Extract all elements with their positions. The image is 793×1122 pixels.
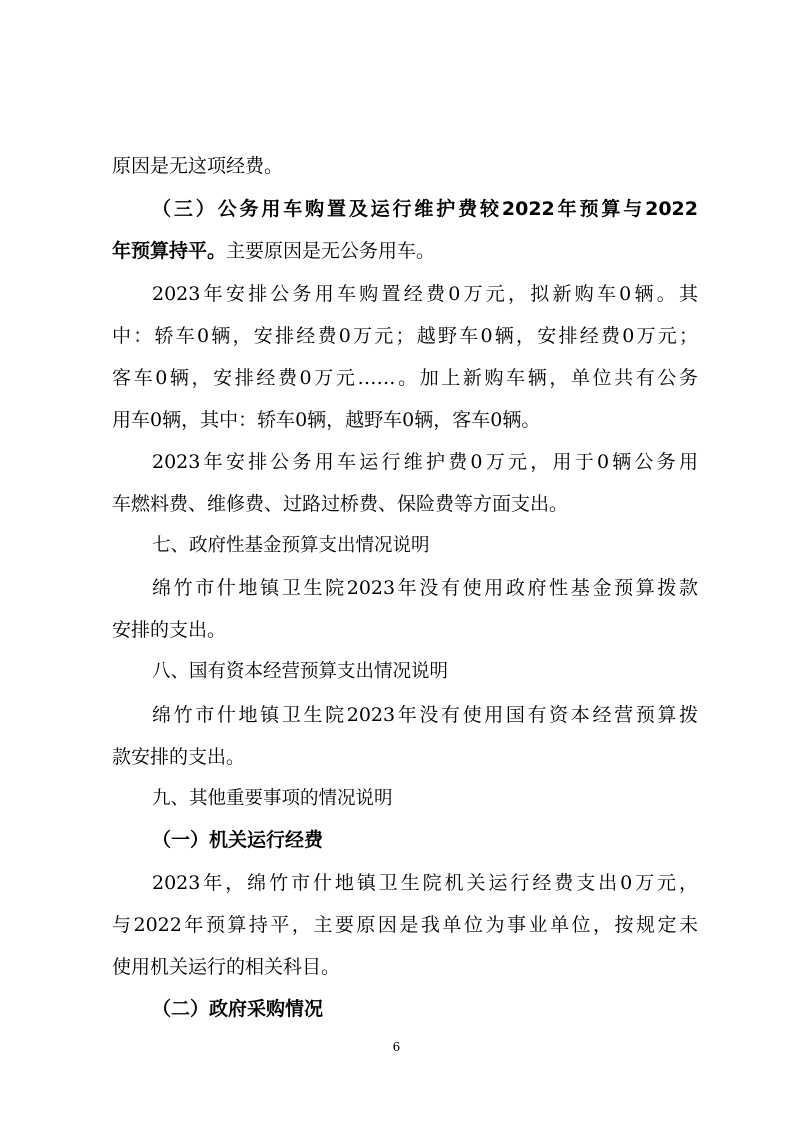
subsection-heading-line bbox=[152, 197, 698, 221]
section-heading bbox=[152, 534, 698, 558]
paragraph-line bbox=[112, 492, 698, 516]
body-text: 2023年安排公务用车购置经费0万元，拟新购车0辆。其 bbox=[152, 283, 698, 305]
heading-text: （三）公务用车购置及运行维护费较2022年预算与2022 bbox=[152, 198, 698, 220]
paragraph-line bbox=[152, 576, 698, 600]
body-text: 与2022年预算持平，主要原因是我单位为事业单位，按规定未 bbox=[112, 914, 698, 936]
section-heading bbox=[152, 787, 698, 811]
body-text: 中：轿车0辆，安排经费0万元；越野车0辆，安排经费0万元； bbox=[112, 325, 698, 347]
heading-text: 年预算持平。 bbox=[112, 240, 227, 262]
body-text: 客车0辆，安排经费0万元……。加上新购车辆，单位共有公务 bbox=[112, 367, 698, 389]
paragraph-line bbox=[152, 703, 698, 727]
paragraph-line bbox=[112, 913, 698, 937]
paragraph-line bbox=[152, 450, 698, 474]
page-number: 6 bbox=[392, 1040, 401, 1054]
paragraph-line bbox=[112, 618, 698, 642]
body-text: 款安排的支出。 bbox=[112, 746, 246, 768]
body-text: 安排的支出。 bbox=[112, 619, 227, 641]
body-text: 2023年，绵竹市什地镇卫生院机关运行经费支出0万元， bbox=[152, 872, 698, 894]
body-text: 车燃料费、维修费、过路过桥费、保险费等方面支出。 bbox=[112, 493, 569, 515]
paragraph-line bbox=[112, 745, 698, 769]
heading-text: 九、其他重要事项的情况说明 bbox=[152, 788, 393, 809]
heading-text: 八、国有资本经营预算支出情况说明 bbox=[152, 661, 449, 682]
paragraph-line bbox=[112, 366, 698, 390]
subsection-heading bbox=[152, 997, 698, 1021]
subsection-heading bbox=[152, 828, 698, 852]
heading-text: 七、政府性基金预算支出情况说明 bbox=[152, 535, 430, 556]
paragraph-line bbox=[112, 955, 698, 979]
body-text: 使用机关运行的相关科目。 bbox=[112, 956, 341, 978]
heading-text: （二）政府采购情况 bbox=[152, 998, 324, 1020]
body-text: 原因是无这项经费。 bbox=[112, 155, 284, 177]
body-text: 绵竹市什地镇卫生院2023年没有使用政府性基金预算拨款 bbox=[152, 577, 698, 599]
paragraph-line bbox=[152, 282, 698, 306]
section-heading bbox=[152, 660, 698, 684]
paragraph-line bbox=[112, 408, 698, 432]
body-text: 主要原因是无公务用车。 bbox=[226, 240, 436, 262]
paragraph-line bbox=[152, 871, 698, 895]
body-text: 用车0辆，其中：轿车0辆，越野车0辆，客车0辆。 bbox=[112, 409, 541, 431]
paragraph-line bbox=[112, 154, 698, 178]
body-text: 2023年安排公务用车运行维护费0万元，用于0辆公务用 bbox=[152, 451, 698, 473]
body-text: 绵竹市什地镇卫生院2023年没有使用国有资本经营预算拨 bbox=[152, 704, 698, 726]
paragraph-line bbox=[112, 324, 698, 348]
paragraph-line bbox=[112, 239, 698, 263]
heading-text: （一）机关运行经费 bbox=[152, 829, 324, 851]
